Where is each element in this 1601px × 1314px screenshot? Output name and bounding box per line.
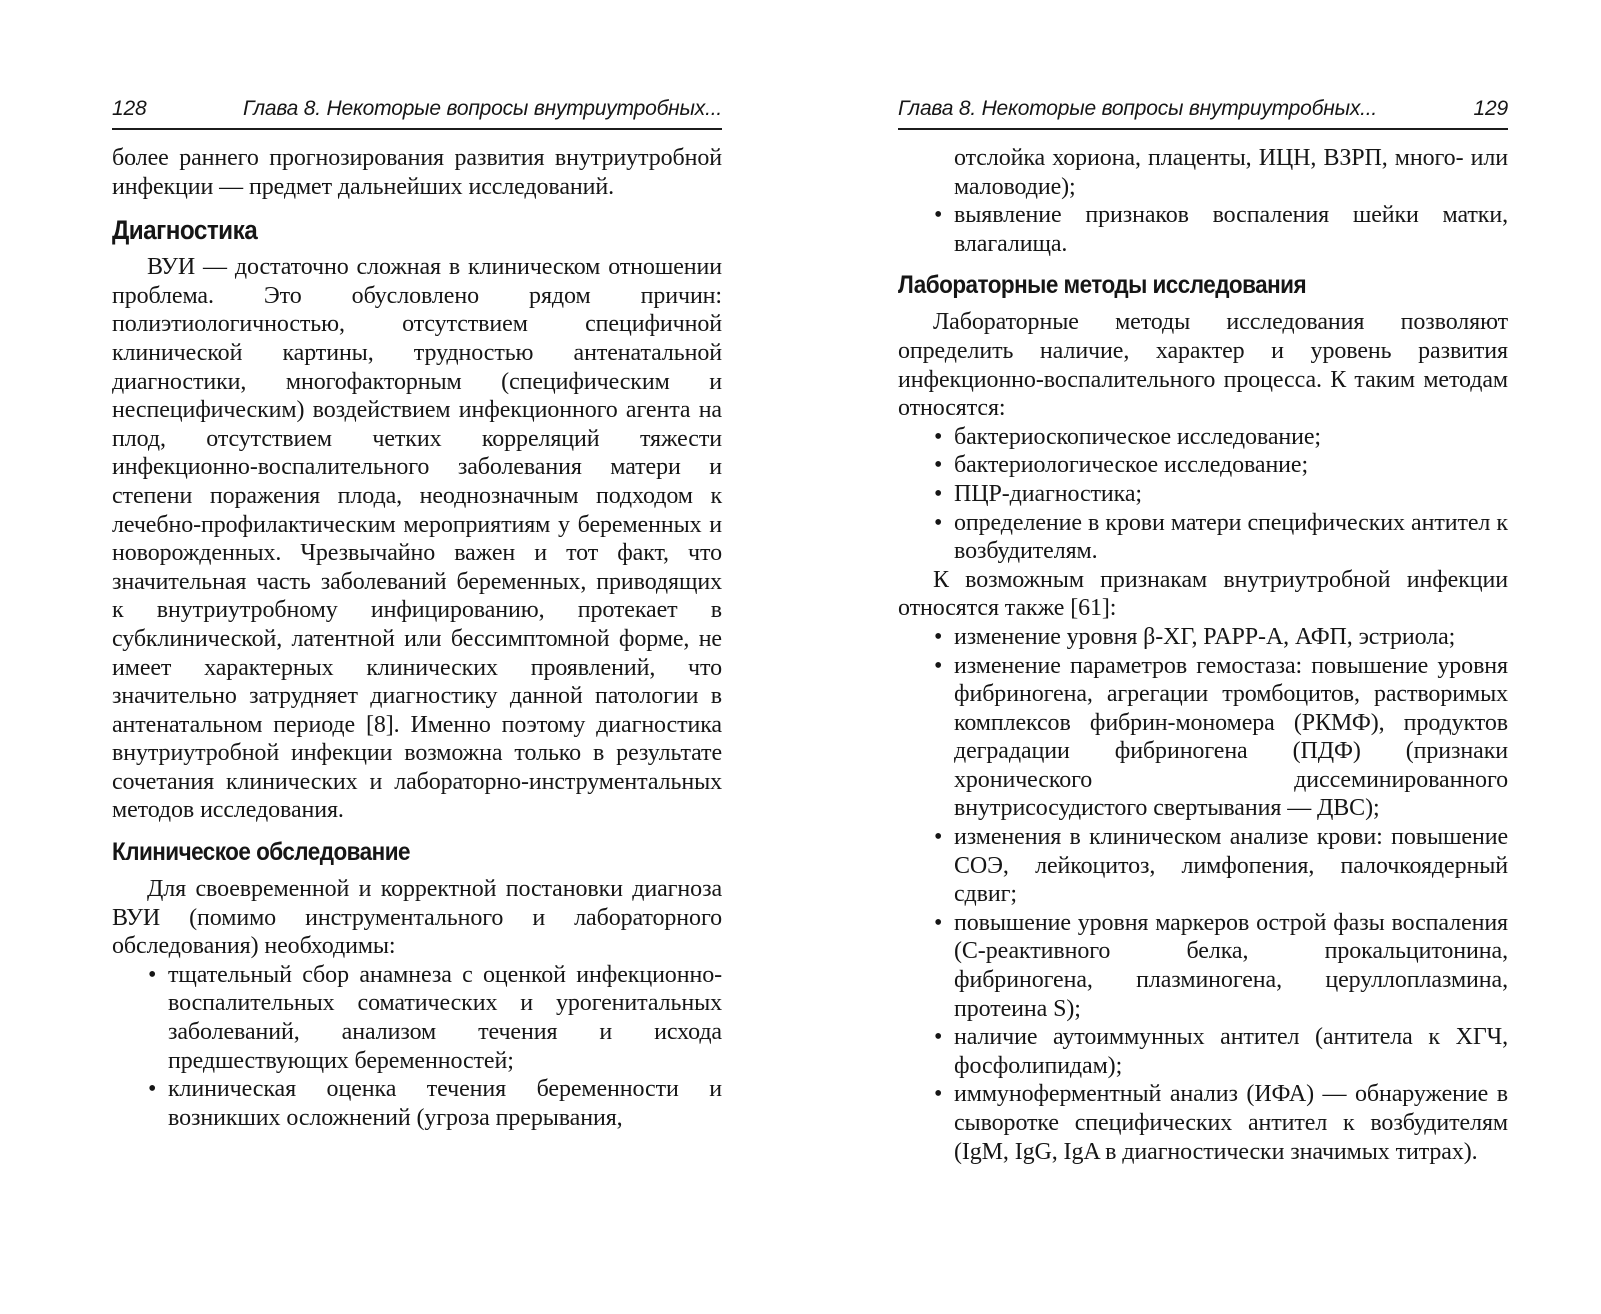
subsection-heading-clinical: Клиническое обследование (112, 838, 410, 867)
list-item: • клиническая оценка течения беременности и возникших осложнений (угроза прерывания, (148, 1075, 722, 1132)
signs-list (898, 623, 1508, 1166)
lab-methods-list (898, 423, 1508, 566)
section-heading-lab-methods: Лабораторные методы исследования (898, 271, 1307, 300)
intro-paragraph: более раннего прогнозирования развития внутриутробной инфекции — предмет дальнейших исследований. (112, 145, 722, 200)
list-item: • бактериоскопическое исследование; (934, 423, 1508, 452)
clinical-paragraph: Для своевременной и корректной постановки диагноза ВУИ (помимо инструментального и лабораторного обследования) необходимы: (112, 876, 722, 960)
clinical-list (112, 961, 722, 1133)
list-item: • тщательный сбор анамнеза с оценкой инфекционно-воспалительных соматических и урогенитальных заболеваний, анализом течения и исхода предшествующих беременностей; (148, 961, 722, 1075)
diagnostics-paragraph: ВУИ — достаточно сложная в клиническом отношении проблема. Это обусловлено рядом причин: полиэтиологичностью, отсутствием специфичной клинической картины, трудностью антенатальной диагностики, многофакторным (специфическим и неспецифическим) воздействием инфекционного агента на плод, отсутствием четких корреляций тяжести инфекционно-воспалительного заболевания матери и степени поражения плода, неоднозначным подходом к лечебно-профилактическим мероприятиям у беременных и новорожденных. Чрезвычайно важен и тот факт, что значительная часть заболеваний беременных, приводящих к внутриутробному инфицированию, протекает в субклинической, латентной или бессимптомной форме, не имеет характерных клинических проявлений, что значительно затрудняет диагностику данной патологии в антенатальном периоде [8]. Именно поэтому диагностика внутриутробной инфекции возможна только в результате сочетания клинических и лабораторно-инструментальных методов исследования. (112, 254, 722, 824)
running-head (898, 96, 1508, 130)
clinical-list-continued (898, 201, 1508, 258)
list-item: • изменения в клиническом анализе крови: повышение СОЭ, лейкоцитоз, лимфопения, палочкоядерный сдвиг; (934, 823, 1508, 909)
list-item: • повышение уровня маркеров острой фазы воспаления (С-реактивного белка, прокальцитонина, фибриногена, плазминогена, церуллоплазмина, протеина S); (934, 909, 1508, 1023)
continued-list-item: отслойка хориона, плаценты, ИЦН, ВЗРП, много- или маловодие); (954, 145, 1508, 200)
left-page (112, 96, 722, 1132)
list-item: • ПЦР-диагностика; (934, 480, 1508, 509)
list-item: • бактериологическое исследование; (934, 451, 1508, 480)
signs-paragraph: К возможным признакам внутриутробной инфекции относятся также [61]: (898, 566, 1508, 622)
section-heading-diagnostics: Диагностика (112, 215, 258, 246)
page-number: 129 (1473, 97, 1508, 120)
list-item: • наличие аутоиммунных антител (антитела к ХГЧ, фосфолипидам); (934, 1023, 1508, 1080)
list-item: • выявление признаков воспаления шейки матки, влагалища. (934, 201, 1508, 258)
list-item: • определение в крови матери специфических антител к возбудителям. (934, 509, 1508, 566)
running-head (112, 96, 722, 130)
chapter-title: Глава 8. Некоторые вопросы внутриутробных... (898, 97, 1378, 120)
lab-paragraph: Лабораторные методы исследования позволяют определить наличие, характер и уровень развития инфекционно-воспалительного процесса. К таким методам относятся: (898, 309, 1508, 422)
list-item: • изменение параметров гемостаза: повышение уровня фибриногена, агрегации тромбоцитов, растворимых комплексов фибрин-мономера (РКМФ), продуктов деградации фибриногена (ПДФ) (признаки хронического диссеминированного внутрисосудистого свертывания — ДВС); (934, 652, 1508, 824)
page-number: 128 (112, 97, 147, 120)
right-page (898, 96, 1508, 1166)
list-item: • иммуноферментный анализ (ИФА) — обнаружение в сыворотке специфических антител к возбудителям (IgM, IgG, IgA в диагностически значимых титрах). (934, 1080, 1508, 1166)
chapter-title: Глава 8. Некоторые вопросы внутриутробных... (242, 97, 722, 120)
list-item: • изменение уровня β-ХГ, PAPP-A, АФП, эстриола; (934, 623, 1508, 652)
